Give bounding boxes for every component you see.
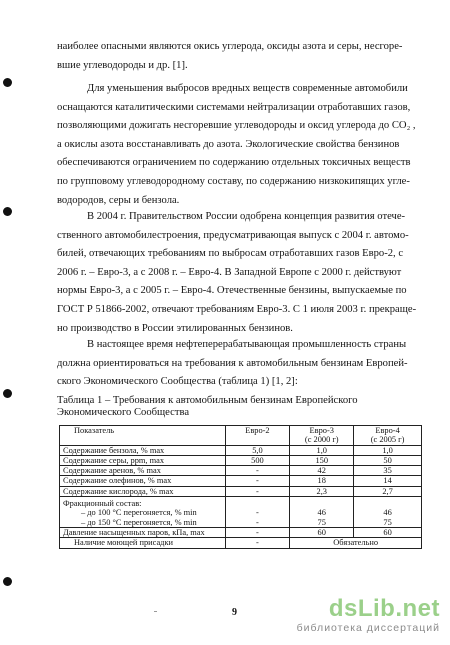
cell-euro3: 42	[290, 466, 354, 476]
scan-mark	[154, 611, 157, 612]
text-line: оснащаются каталитическими системами нейтрализации отработавших газов,	[57, 101, 411, 113]
cell-euro3: 75	[317, 517, 326, 527]
cell-euro3: 46	[317, 508, 326, 518]
watermark	[297, 596, 440, 634]
text-line: 2006 г. – Евро-3, а с 2008 г. – Евро-4. В Западной Европе с 2000 г. действуют	[57, 266, 402, 278]
text-line: позволяющими дожигать несгоревшие углеводороды и оксид углерода до СО₂ ,	[57, 120, 416, 132]
cell-euro3: 150	[290, 455, 354, 465]
row-label: Содержание кислорода, % max	[60, 486, 226, 496]
table-row-fraction	[60, 497, 422, 528]
binder-hole-dot	[3, 577, 12, 586]
fraction-label-cell	[60, 497, 226, 528]
table-row	[60, 476, 422, 486]
text-line: вшие углеводороды и др. [1].	[57, 59, 188, 71]
row-label: Содержание серы, ppm, max	[60, 455, 226, 465]
cell-euro4: 46	[383, 508, 392, 518]
cell-euro4: 14	[354, 476, 422, 486]
text-line: ственного автомобилестроения, предусматривающая выпуск с 2004 г. автомо-	[57, 229, 409, 241]
cell-euro2: -	[225, 527, 290, 537]
row-label: Содержание бензола, % max	[60, 445, 226, 455]
paragraph-1	[57, 38, 427, 75]
table-header-row	[60, 426, 422, 446]
cell-euro4: 2,7	[354, 486, 422, 496]
text-line: а окислы азота восстанавливать до азота. Экологические свойства бензинов	[57, 138, 400, 150]
row-label: Содержание аренов, % max	[60, 466, 226, 476]
binder-hole-dot	[3, 389, 12, 398]
binder-hole-dot	[3, 207, 12, 216]
header-euro4-name: Евро-4	[375, 426, 400, 435]
header-euro3-year: (с 2000 г)	[304, 435, 339, 445]
header-euro4-year: (с 2005 г)	[370, 435, 405, 445]
watermark-logo: dsLib.net	[328, 595, 440, 622]
text-line: но производство в России этилированных бензинов.	[57, 322, 293, 334]
text-line: билей, отвечающих требованиям по выбросам отработавших газов Евро-2, с	[57, 248, 404, 260]
text-line: В настоящее время нефтеперерабатывающая промышленность страны	[87, 339, 407, 350]
cell-euro4: 1,0	[354, 445, 422, 455]
caption-line: Таблица 1 – Требования к автомобильным бензинам Европейского	[57, 395, 358, 406]
row-label: Наличие моющей присадки	[60, 538, 226, 548]
paragraph-4	[57, 336, 427, 392]
text-line: ГОСТ Р 51866-2002, отвечают требованиям Евро-3. С 1 июля 2003 г. прекраще-	[57, 303, 417, 315]
header-euro4	[354, 426, 422, 446]
cell-euro3: 18	[290, 476, 354, 486]
cell-euro2: -	[256, 508, 259, 518]
text-line: В 2004 г. Правительством России одобрена концепция развития отече-	[87, 211, 406, 222]
text-line: Для уменьшения выбросов вредных веществ современные автомобили	[87, 83, 408, 94]
page-number: 9	[232, 607, 237, 618]
text-line: обеспечиваются ограничением по содержанию отдельных токсичных веществ	[57, 157, 411, 169]
table-row	[60, 538, 422, 548]
fraction-euro2-cell	[225, 497, 290, 528]
fraction-label: Фракционный состав:	[63, 499, 142, 509]
cell-euro2: 500	[225, 455, 290, 465]
paragraph-3	[57, 208, 427, 338]
cell-euro3: 2,3	[290, 486, 354, 496]
text-line: нормы Евро-3, а с 2005 г. – Евро-4. Отечественные бензины, выпускаемые по	[57, 285, 407, 297]
fraction-euro4-cell	[354, 497, 422, 528]
binder-hole-dot	[3, 78, 12, 87]
paragraph-2	[57, 80, 427, 210]
header-euro3-name: Евро-3	[309, 426, 334, 435]
table-caption	[57, 395, 417, 419]
cell-euro2: -	[256, 517, 259, 527]
cell-euro4: 75	[383, 517, 392, 527]
requirements-table	[59, 425, 422, 549]
text-line: по групповому углеводородному составу, по содержанию низкокипящих угле-	[57, 175, 410, 187]
cell-euro2: -	[225, 476, 290, 486]
fraction-euro3-cell	[290, 497, 354, 528]
cell-euro4: 50	[354, 455, 422, 465]
text-line: водородов, серы и бензола.	[57, 194, 180, 206]
header-indicator: Показатель	[60, 426, 226, 446]
cell-euro4: 35	[354, 466, 422, 476]
cell-euro2: -	[225, 466, 290, 476]
cell-euro2: -	[225, 486, 290, 496]
caption-line: Экономического Сообщества	[57, 407, 190, 418]
row-label: Содержание олефинов, % max	[60, 476, 226, 486]
cell-euro2: 5,0	[225, 445, 290, 455]
table-row	[60, 486, 422, 496]
fraction-sub-label: – до 100 °С перегоняется, % min	[81, 508, 197, 518]
table-row	[60, 445, 422, 455]
cell-euro3: 1,0	[290, 445, 354, 455]
header-euro2: Евро-2	[225, 426, 290, 446]
cell-euro2: -	[225, 538, 290, 548]
text-line: наиболее опасными являются окись углерода, оксиды азота и серы, несгоре-	[57, 41, 403, 52]
table-row	[60, 527, 422, 537]
watermark-subtitle: библиотека диссертаций	[296, 622, 440, 634]
cell-euro3-euro4: Обязательно	[290, 538, 422, 548]
row-label: Давление насыщенных паров, кПа, max	[60, 527, 226, 537]
table-row	[60, 455, 422, 465]
text-line: ского Экономического Сообщества (таблица 1) [1, 2]:	[57, 376, 298, 388]
fraction-sub-label: – до 150 °С перегоняется, % min	[81, 517, 197, 527]
cell-euro4: 60	[354, 527, 422, 537]
header-euro3	[290, 426, 354, 446]
text-line: должна ориентироваться на требования к автомобильным бензинам Европей-	[57, 357, 408, 369]
cell-euro3: 60	[290, 527, 354, 537]
table-row	[60, 466, 422, 476]
